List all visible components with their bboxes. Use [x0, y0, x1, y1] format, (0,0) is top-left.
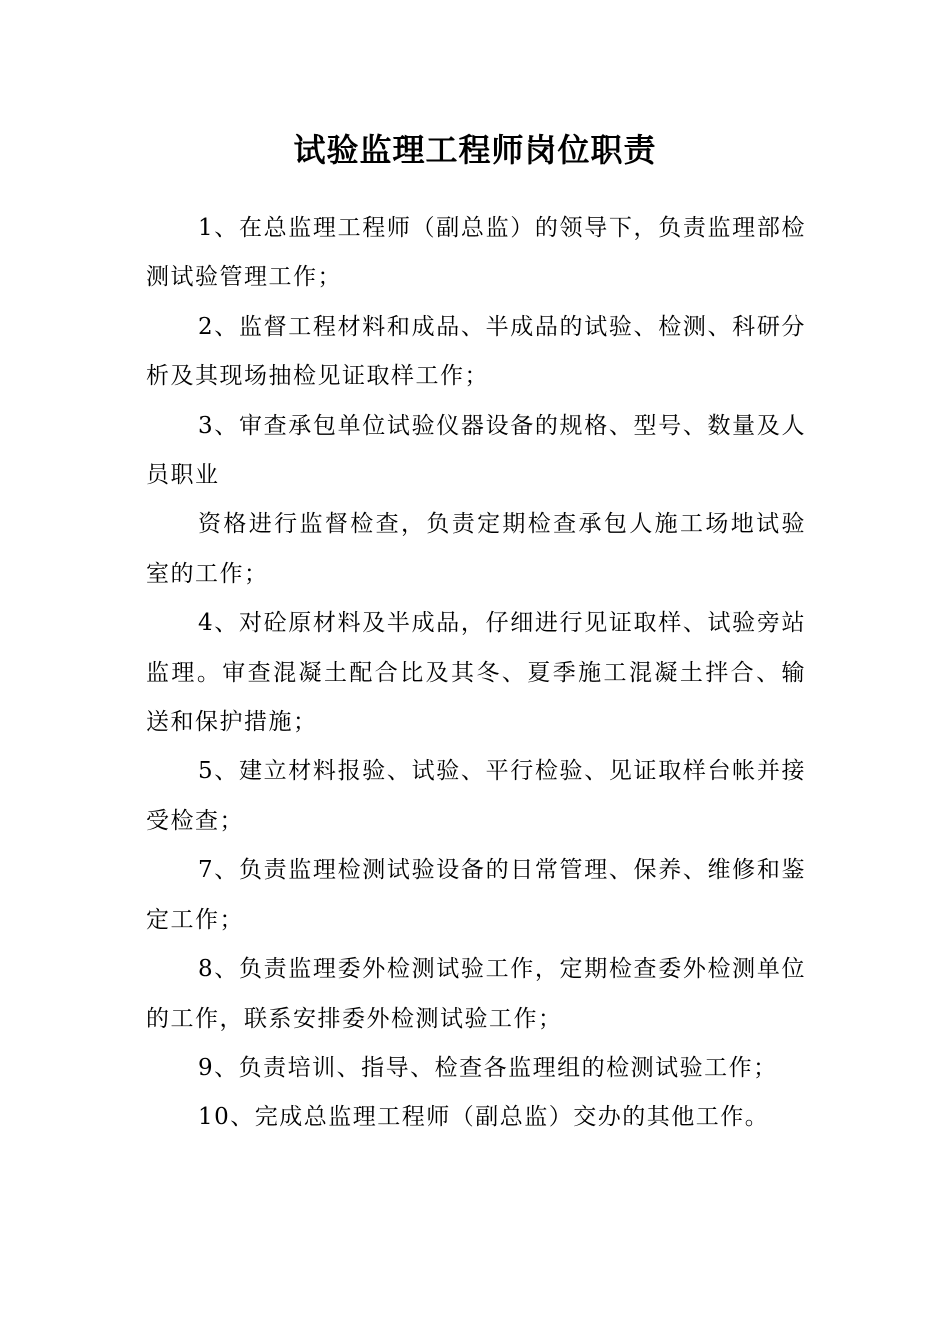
duty-item-7: 7、负责监理检测试验设备的日常管理、保养、维修和鉴定工作；	[146, 857, 806, 933]
duty-item-9: 9、负责培训、指导、检查各监理组的检测试验工作；	[198, 1054, 778, 1081]
duty-item-2: 2、监督工程材料和成品、半成品的试验、检测、科研分析及其现场抽检见证取样工作；	[146, 313, 806, 390]
duty-item-5: 5、建立材料报验、试验、平行检验、见证取样台帐并接受检查；	[146, 758, 806, 834]
duty-item-3: 3、审查承包单位试验仪器设备的规格、型号、数量及人员职业	[146, 412, 806, 489]
duty-item-8: 8、负责监理委外检测试验工作，定期检查委外检测单位的工作，联系安排委外检测试验工作；	[146, 956, 806, 1032]
duty-item-3-continuation: 资格进行监督检查，负责定期检查承包人施工场地试验室的工作；	[146, 511, 806, 587]
duty-item-4: 4、对砼原材料及半成品，仔细进行见证取样、试验旁站监理。审查混凝土配合比及其冬、夏季施工混凝土拌合、输送和保护措施；	[146, 610, 806, 736]
duty-item-10: 10、完成总监理工程师（副总监）交办的其他工作。	[198, 1104, 770, 1131]
document-title: 试验监理工程师岗位职责	[293, 131, 657, 169]
duty-item-1: 1、在总监理工程师（副总监）的领导下，负责监理部检测试验管理工作；	[146, 215, 806, 291]
document-body	[146, 204, 806, 1143]
